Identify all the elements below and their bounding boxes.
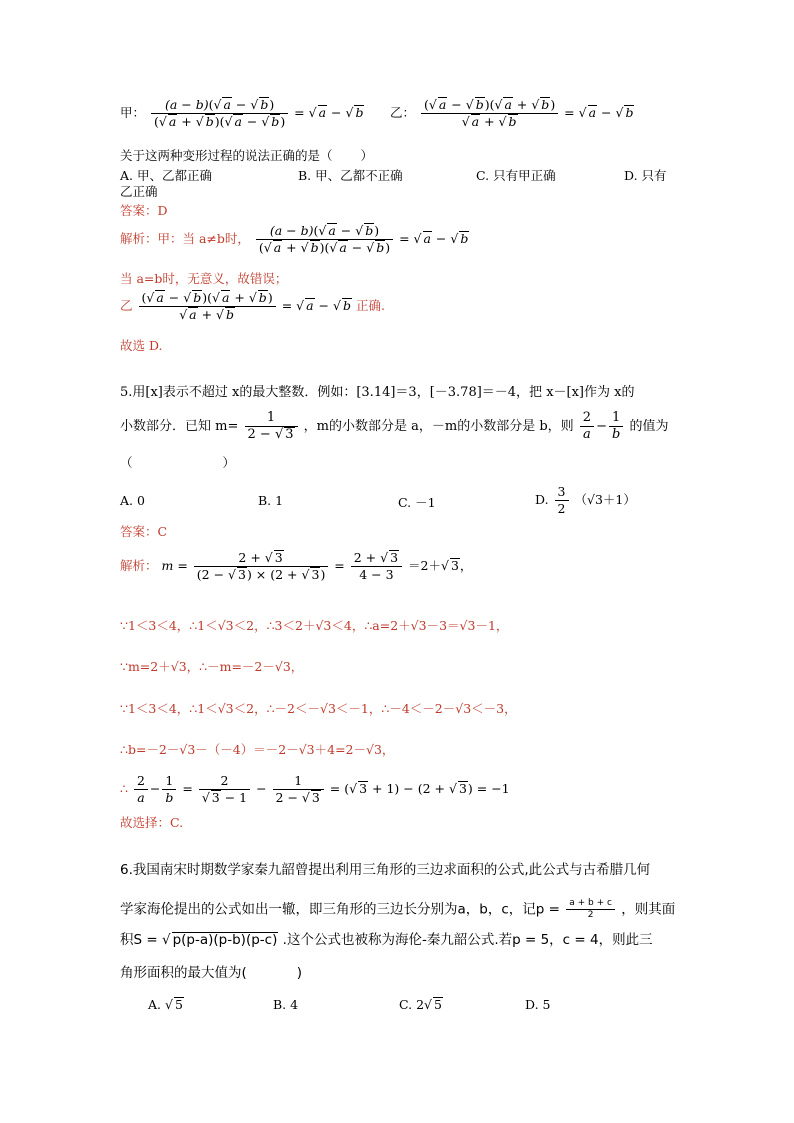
q4-question: 关于这两种变形过程的说法正确的是（ ） [120,148,374,163]
q4-option-a[interactable]: A. 甲、乙都正确 [120,168,212,183]
q4-option-d-cont: 乙正确 [120,184,158,199]
q4-yi-formula: 乙： $\frac{(√ a - √ b)(√ a + √ b)}{√ a + √ b}$ = √ a − √ b [390,97,634,129]
q5-step5: ∴ $\frac{2}{a}$ − $\frac{1}{b}$ = $\frac{2}{√ 3 - 1}$ − $\frac{1}{2 - √ 3}$ = (√ 3 + 1) − (2 + √ 3) = −1 [120,773,510,805]
yi-fraction: $\frac{(√ a - √ b)(√ a + √ b)}{√ a + √ b}$ [421,97,558,130]
q5-analysis-m: 解析： m = $\frac{2 + √ 3}{(2 - √ 3) \times (2 + √ 3)}$ = $\frac{2 + √ 3}{4 - 3}$ ＝2＋√ 3， [120,550,473,582]
q5-step1: ∵1＜3＜4，∴1＜√3＜2，∴3＜2＋√3＜4，∴a=2＋√3－3＝√3－1， [120,618,509,633]
jia-fraction: $\frac{(a - b)(√ a - √ b)}{(√ a + √ b)(√ a - √ b)}$ [151,97,288,130]
q4-conclusion: 故选 D. [120,338,163,353]
q5-line1: 5.用[x]表示不超过 x的最大整数．例如：[3.14]＝3，[－3.78]＝－4，把 x－[x]作为 x的 [120,385,635,400]
q6-option-a[interactable]: A. √ 5 [148,997,183,1012]
q4-analysis-jia: 解析：甲：当 a≠b时， $\frac{(a - b)(√ a - √ b)}{(√ a + √ b)(√ a - √ b)}$ = √ a − √ b [120,223,469,255]
q6-option-c[interactable]: C. 2√ 5 [399,997,442,1012]
q4-answer: 答案：D [120,203,168,218]
q4-analysis-yi: 乙 $\frac{(√ a - √ b)(√ a + √ b)}{√ a + √ b}$ = √ a − √ b 正确. [120,290,385,322]
q6-line2: 学家海伦提出的公式如出一辙，即三角形的三边长分别为a，b，c，记p = $\frac{a + b + c}{2}$ ，则其面 [120,898,676,920]
q4-option-b[interactable]: B. 甲、乙都不正确 [298,168,403,183]
q5-answer-paren: （ ） [120,455,236,470]
q5-option-c[interactable]: C. －1 [398,495,436,510]
q5-option-d[interactable]: D. $\frac{3}{2}$ （√3＋1） [535,484,636,516]
q6-line4: 角形面积的最大值为( ) [120,965,303,981]
jia-label: 甲： [120,105,146,120]
q5-option-a[interactable]: A. 0 [120,493,145,508]
q4-option-c[interactable]: C. 只有甲正确 [476,168,556,183]
q5-step4: ∴b=－2－√3－（－4）＝－2－√3＋4=2－√3， [120,742,395,757]
q6-option-b[interactable]: B. 4 [273,997,299,1012]
q5-answer: 答案：C [120,524,168,539]
q5-step2: ∵m=2＋√3，∴－m=－2－√3， [120,659,304,674]
q4-analysis-line2: 当 a=b时，无意义，故错误； [120,271,288,286]
q6-option-d[interactable]: D. 5 [525,997,551,1012]
q5-conclusion: 故选择：C. [120,815,184,830]
q6-line3: 积S = √ p(p-a)(p-b)(p-c) .这个公式也被称为海伦-秦九韶公式.若p = 5，c = 4，则此三 [120,932,653,948]
q5-option-b[interactable]: B. 1 [258,493,284,508]
q5-step3: ∵1＜3＜4，∴1＜√3＜2，∴－2＜－√3＜－1，∴－4＜－2－√3＜－3， [120,701,517,716]
yi-label: 乙： [390,105,416,120]
q4-option-d[interactable]: D. 只有 [624,168,667,183]
q5-line2: 小数部分．已知 m= $\frac{1}{2 - √ 3}$ ，m的小数部分是 a，－m的小数部分是 b，则 $\frac{2}{a}$ − $\frac{1}{b}$ 的值为 [120,410,669,442]
q4-jia-formula: 甲： $\frac{(a - b)(√ a - √ b)}{(√ a + √ b)(√ a - √ b)}$ = √ a − √ b [120,97,364,129]
q6-line1: 6.我国南宋时期数学家秦九韶曾提出利用三角形的三边求面积的公式,此公式与古希腊几何 [120,862,651,878]
